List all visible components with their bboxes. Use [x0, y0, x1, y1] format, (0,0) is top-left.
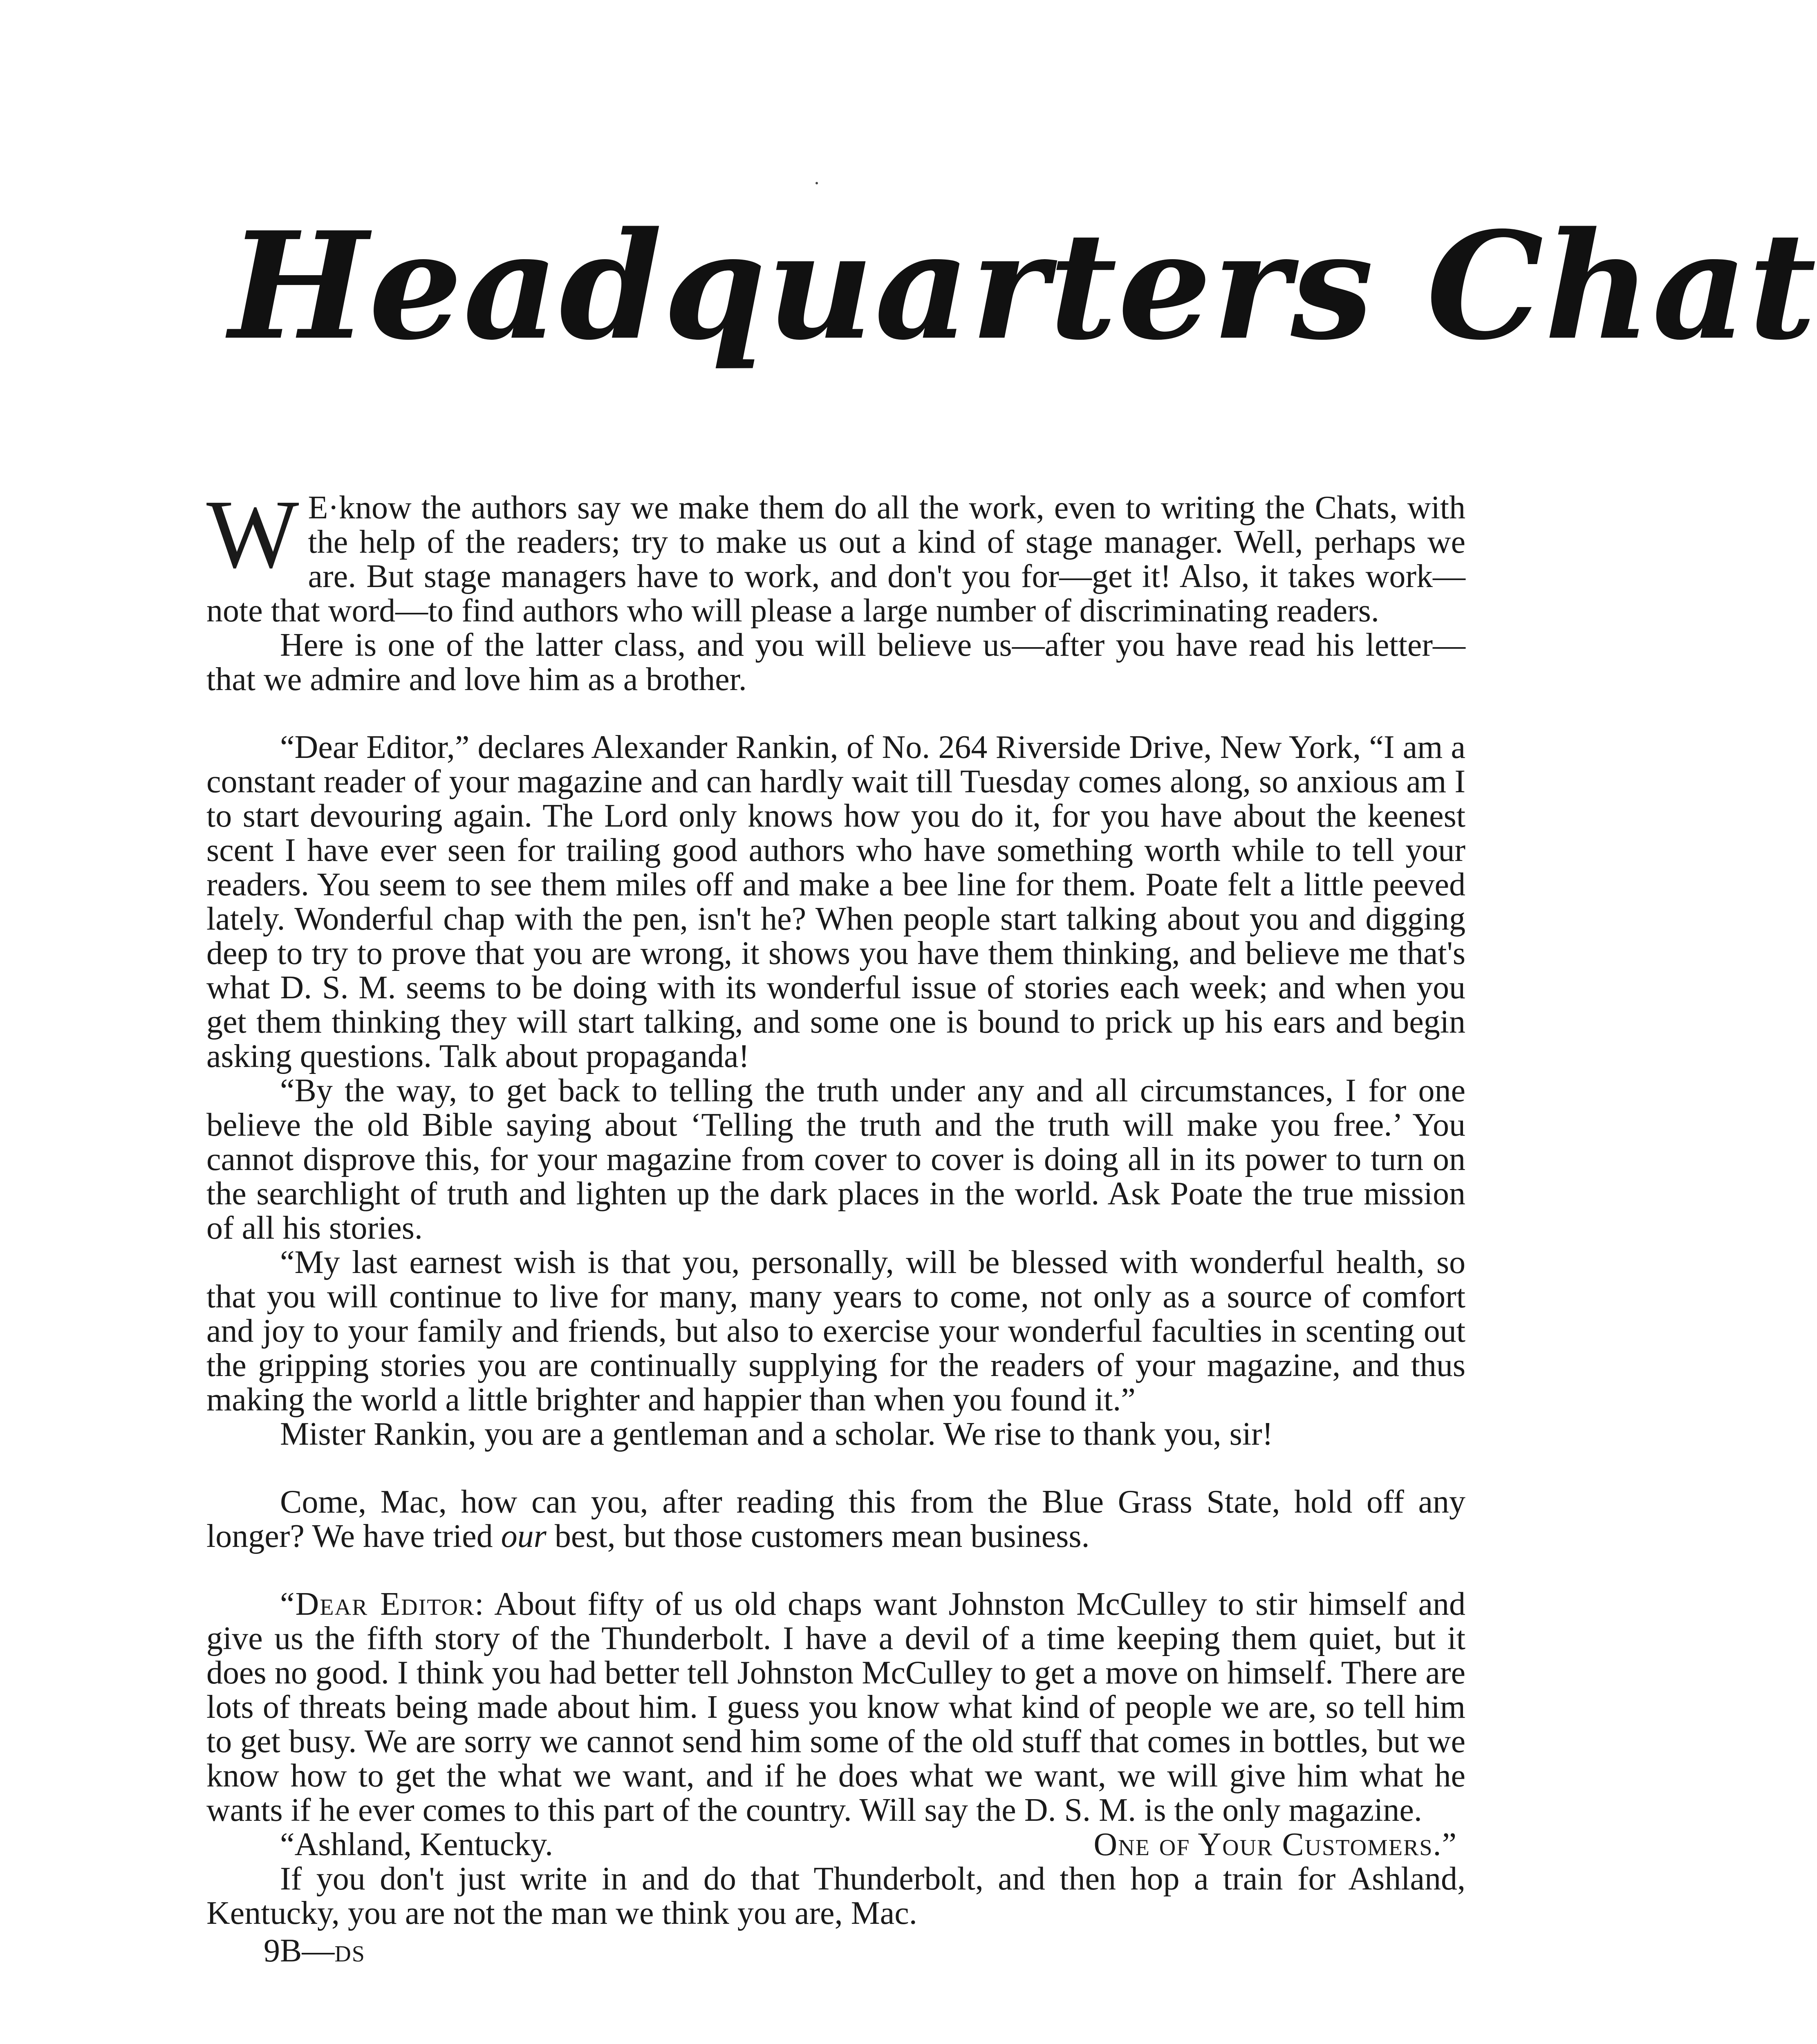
signature-name: One of Your Customers.”: [1093, 1827, 1457, 1862]
paragraph-2: Here is one of the latter class, and you will believe us—after you have read his letter—that we admire and love him as a brother.: [206, 627, 1465, 697]
signature-location: “Ashland, Kentucky.: [280, 1827, 553, 1862]
letter-customers: [206, 1587, 1465, 1827]
print-speck: [816, 182, 818, 184]
closing-paragraph: If you don't just write in and do that Thunderbolt, and then hop a train for Ashland, Kentucky, you are not the man we think you are, Mac.: [206, 1861, 1465, 1931]
article-body: [206, 480, 1465, 1969]
letter-body: About fifty of us old chaps want Johnston McCulley to stir himself and give us the fifth story of the Thunderbolt. I have a devil of a time keeping them quiet, but it does no good. I think you had better tell Johnston McCulley to get a move on himself. There are lots of threats being made about him. I guess you know what kind of people we are, so tell him to get busy. We are sorry we cannot send him some of the old stuff that comes in bottles, but we know how to get the what we want, and if he does what we want, we will give him what he wants if he ever comes to this part of the country. Will say the D. S. M. is the only magazine.: [206, 1586, 1465, 1828]
emphasis-text: our: [501, 1518, 547, 1554]
salutation: “Dear Editor:: [280, 1586, 485, 1622]
text-segment: Come, Mac, how can you, after reading this from the Blue Grass State, hold off any longer? We have tried: [206, 1484, 1465, 1554]
letter-rankin-p3: “My last earnest wish is that you, personally, will be blessed with wonderful health, so that you will continue to live for many, many years to come, not only as a source of comfort and joy to your family and friends, but also to exercise your wonderful faculties in scenting out the gripping stories you are continually supplying for the readers of your magazine, and thus making the world a little brighter and happier than when you found it.”: [206, 1244, 1465, 1418]
intro-text: E·know the authors say we make them do all the work, even to writing the Chats, with the help of the readers; try to make us out a kind of stage manager. Well, perhaps we are. But stage managers have to work, and don't you for—get it! Also, it takes work—note that word—to find authors who will please a large number of discriminating readers.: [206, 490, 1465, 629]
section-gap: [206, 1451, 1465, 1485]
letter-rankin-p2: “By the way, to get back to telling the truth under any and all circumstances, I for one believe the old Bible saying about ‘Telling the truth and the truth will make you free.’ You cannot disprove this, for your magazine from cover to cover is doing all in its power to turn on the searchlight of truth and lighten up the dark places in the world. Ask Poate the true mission of all his stories.: [206, 1073, 1465, 1246]
editor-note-mac: [206, 1485, 1465, 1553]
signature-line: [206, 1827, 1465, 1862]
page-title: Headquarters Chat: [229, 199, 1817, 372]
letter-rankin-p1: “Dear Editor,” declares Alexander Rankin, of No. 264 Riverside Drive, New York, “I am a constant reader of your magazine and can hardly wait till Tuesday comes along, so anxious am I to start devouring again. The Lord only knows how you do it, for you have about the keenest scent I have ever seen for trailing good authors who have something worth while to tell your readers. You seem to see them miles off and make a bee line for them. Poate felt a little peeved lately. Wonderful chap with the pen, isn't he? When people start talking about you and digging deep to try to prove that you are wrong, it shows you have them thinking, and believe me that's what D. S. M. seems to be doing with its wonderful issue of stories each week; and when you get them thinking they will start talking, and some one is bound to prick up his ears and begin asking questions. Talk about propaganda!: [206, 729, 1465, 1074]
section-gap: [206, 1553, 1465, 1587]
intro-paragraph: [206, 480, 1465, 629]
text-segment: best, but those customers mean business.: [546, 1518, 1090, 1554]
section-gap: [206, 697, 1465, 730]
page-code-main: 9B—: [264, 1933, 335, 1969]
page-code-suffix: ds: [334, 1933, 365, 1969]
editor-reply: Mister Rankin, you are a gentleman and a scholar. We rise to thank you, sir!: [280, 1416, 1273, 1452]
page-code: [206, 1934, 1465, 1968]
drop-cap: W: [206, 480, 299, 588]
